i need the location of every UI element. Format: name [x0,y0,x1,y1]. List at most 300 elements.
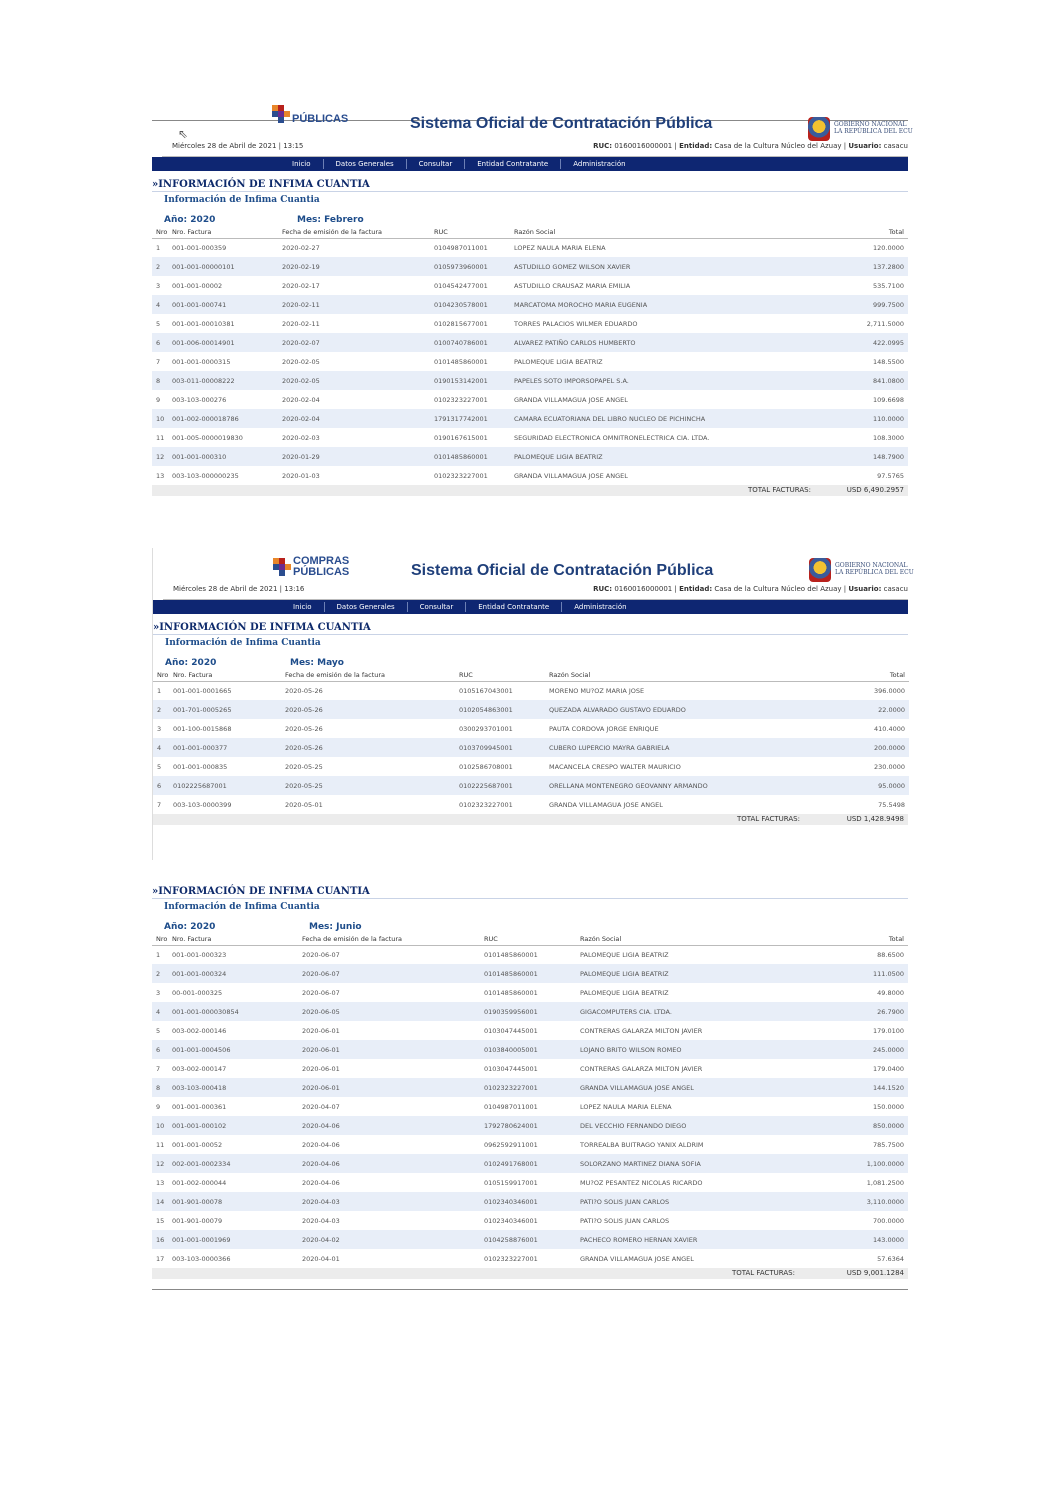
table-row[interactable] [153,738,909,757]
table-cell: 97.5765 [877,471,904,480]
table-row[interactable] [152,314,908,333]
table-cell: 2020-04-07 [302,1102,340,1111]
table-cell: 2020-06-07 [302,988,340,997]
date-time: Miércoles 28 de Abril de 2021 | 13:16 [173,585,305,593]
table-row[interactable] [153,795,909,814]
table-cell: 1791317742001 [430,409,510,428]
table-cell: 2020-05-26 [281,738,455,757]
table-cell: 001-006-00014901 [168,333,278,352]
table-row[interactable] [152,1040,908,1059]
table-cell: 785.7500 [872,1140,904,1149]
totals-row [152,485,908,496]
column-header: Fecha de emisión de la factura [278,227,430,238]
column-header: Total [811,670,909,681]
table-cell: LOPEZ NAULA MARIA ELENA [580,1102,672,1111]
table-cell: 2020-06-01 [298,1078,480,1097]
table-cell: 422.0995 [810,333,908,352]
table-cell: 5 [157,762,162,771]
table-cell: GIGACOMPUTERS CIA. LTDA. [576,1002,800,1021]
table-cell: 120.0000 [872,243,904,252]
table-cell: 0190153142001 [430,371,510,390]
table-cell: 0104542477001 [434,281,488,290]
table-cell: 3 [157,724,162,733]
table-cell: GRANDA VILLAMAGUA JOSE ANGEL [549,800,663,809]
usuario-value: casacu [883,585,908,593]
nav-item-entidad-contratante[interactable]: Entidad Contratante [465,159,561,169]
ruc-label: RUC: [593,585,613,593]
table-cell: 003-002-000147 [172,1064,227,1073]
invoices-table [152,934,908,1268]
table-cell: 001-001-00052 [172,1140,223,1149]
table-cell: 0103840005001 [480,1040,576,1059]
table-cell: 003-103-000000235 [172,471,239,480]
entity-info: RUC: 0160016000001 | Entidad: Casa de la Cultura Núcleo del Azuay | Usuario: casacu [593,585,908,593]
nav-item-datos-generales[interactable]: Datos Generales [324,159,407,169]
table-cell: 0101485860001 [480,964,576,983]
gobierno-text-line: LA REPÚBLICA DEL ECU [834,128,913,135]
table-cell: 2020-06-01 [302,1026,340,1035]
column-header: Fecha de emisión de la factura [281,670,455,681]
table-cell: 0103047445001 [484,1064,538,1073]
info-divider [163,599,908,600]
table-cell: PALOMEQUE LIGIA BEATRIZ [510,447,810,466]
month-label: Mes: Febrero [297,215,364,225]
table-cell: 6 [153,776,169,795]
table-cell: 111.0500 [800,964,908,983]
table-cell: 2020-04-06 [302,1140,340,1149]
table-cell: GRANDA VILLAMAGUA JOSE ANGEL [576,1078,800,1097]
table-cell: GRANDA VILLAMAGUA JOSE ANGEL [514,395,628,404]
table-cell: 001-100-0015868 [173,724,232,733]
table-cell: 148.5500 [872,357,904,366]
nav-item-entidad-contratante[interactable]: Entidad Contratante [466,602,562,612]
usuario-value: casacu [883,142,908,150]
section-subtitle: Información de Infima Cuantia [164,195,320,205]
table-cell: 2020-02-05 [282,357,320,366]
table-header-row [152,227,908,238]
table-cell: 841.0800 [810,371,908,390]
table-cell: SEGURIDAD ELECTRONICA OMNITRONELECTRICA CIA. LTDA. [514,433,710,442]
table-cell: 003-002-000146 [172,1026,227,1035]
table-cell: 75.5498 [878,800,905,809]
table-row[interactable] [152,390,908,409]
table-cell: 2020-04-02 [298,1230,480,1249]
table-cell: 1,081.2500 [866,1178,904,1187]
table-cell: 0101485860001 [434,357,488,366]
table-cell: 88.6500 [877,950,904,959]
entidad-value: Casa de la Cultura Núcleo del Azuay [714,585,842,593]
table-cell: 2020-02-04 [278,409,430,428]
table-cell: 230.0000 [873,762,905,771]
year-label: Año: 2020 [165,658,217,668]
table-cell: 001-001-00002 [172,281,223,290]
main-nav [152,157,908,171]
total-label: TOTAL FACTURAS: [748,486,811,494]
table-cell: QUEZADA ALVARADO GUSTAVO EDUARDO [545,700,811,719]
table-cell: 2020-02-27 [282,243,320,252]
section-divider [152,191,908,192]
table-cell: 10 [152,409,168,428]
table-cell: 9 [156,395,161,404]
gobierno-text-line: GOBIERNO NACIONAL [835,562,908,569]
nav-item-administraci-n[interactable]: Administración [573,160,626,168]
usuario-label: Usuario: [848,142,882,150]
table-cell: 179.0100 [872,1026,904,1035]
table-row[interactable] [152,238,908,257]
table-cell: 2020-05-26 [285,724,323,733]
table-row[interactable] [152,1078,908,1097]
table-cell: 9 [156,1102,161,1111]
table-cell: 003-103-0000399 [173,800,232,809]
column-header: Fecha de emisión de la factura [298,934,480,945]
table-cell: 999.7500 [810,295,908,314]
column-header: Nro. Factura [168,934,298,945]
table-cell: ORELLANA MONTENEGRO GEOVANNY ARMANDO [545,776,811,795]
nav-item-inicio[interactable]: Inicio [281,602,325,612]
table-row[interactable] [152,295,908,314]
table-cell: 001-901-00079 [172,1216,223,1225]
table-row[interactable] [152,333,908,352]
column-header: RUC [455,670,545,681]
table-cell: CONTRERAS GALARZA MILTON JAVIER [580,1064,703,1073]
date-time: Miércoles 28 de Abril de 2021 | 13:15 [172,142,304,150]
table-cell: 11 [156,1140,165,1149]
table-cell: 0102340346001 [480,1192,576,1211]
info-bar [153,578,908,600]
invoices-table [153,670,909,814]
table-cell: 1 [156,243,161,252]
table-cell: MU?OZ PESANTEZ NICOLAS RICARDO [580,1178,703,1187]
table-cell: 00-001-000325 [172,988,223,997]
nav-item-inicio[interactable]: Inicio [280,159,324,169]
table-cell: 2020-02-19 [278,257,430,276]
table-cell: 0101485860001 [484,988,538,997]
table-cell: 2020-04-06 [298,1154,480,1173]
section-divider [153,634,908,635]
table-cell: 2020-06-01 [298,1040,480,1059]
table-row[interactable] [152,1135,908,1154]
table-row[interactable] [153,757,909,776]
table-cell: 2020-04-06 [302,1178,340,1187]
table-cell: PAUTA CORDOVA JORGE ENRIQUE [549,724,659,733]
table-cell: 57.6364 [877,1254,904,1263]
table-cell: 001-701-0005265 [169,700,281,719]
table-cell: 2020-02-05 [278,371,430,390]
entidad-label: Entidad: [679,585,713,593]
table-header-row [153,670,909,681]
gobierno-text [834,121,913,135]
column-header: Total [810,227,908,238]
table-cell: 7 [156,1064,161,1073]
table-cell: 003-103-000276 [172,395,227,404]
table-cell: 3 [156,988,161,997]
table-cell: 179.0400 [872,1064,904,1073]
entidad-value: Casa de la Cultura Núcleo del Azuay [714,142,842,150]
table-cell: 2020-02-11 [282,319,320,328]
table-cell: DEL VECCHIO FERNANDO DIEGO [576,1116,800,1135]
table-row[interactable] [152,447,908,466]
table-cell: 8 [152,371,168,390]
table-row[interactable] [152,1154,908,1173]
period-header [152,922,908,934]
table-cell: 001-001-000030854 [168,1002,298,1021]
period-header [152,215,908,227]
year-label: Año: 2020 [164,922,216,932]
period-header [153,658,908,670]
table-cell: LOJANO BRITO WILSON ROMEO [576,1040,800,1059]
table-cell: 0102586708001 [459,762,513,771]
compras-publicas-logo[interactable] [272,101,356,129]
table-cell: 0104987011001 [484,1102,538,1111]
table-row[interactable] [152,409,908,428]
entidad-label: Entidad: [679,142,713,150]
nav-item-administraci-n[interactable]: Administración [574,603,627,611]
column-header: Nro [152,227,168,238]
site-header [152,113,913,135]
table-cell: 2 [152,257,168,276]
table-row[interactable] [152,1097,908,1116]
table-cell: 2020-06-05 [298,1002,480,1021]
table-cell: MARCATOMA MOROCHO MARIA EUGENIA [510,295,810,314]
table-cell: 0962592911001 [484,1140,538,1149]
table-cell: 001-001-000835 [173,762,228,771]
month-label: Mes: Mayo [290,658,344,668]
table-cell: 001-901-00078 [168,1192,298,1211]
table-row[interactable] [152,964,908,983]
table-cell: ALVAREZ PATIÑO CARLOS HUMBERTO [510,333,810,352]
screenshot-mayo [152,548,914,860]
totals-row [153,814,908,825]
table-cell: 8 [152,1078,168,1097]
table-cell: 95.0000 [811,776,909,795]
table-cell: 108.3000 [872,433,904,442]
table-row[interactable] [152,1249,908,1268]
table-cell: 0102323227001 [484,1254,538,1263]
table-cell: 14 [152,1192,168,1211]
table-cell: 148.7900 [810,447,908,466]
table-cell: 001-001-000102 [168,1116,298,1135]
total-label: TOTAL FACTURAS: [737,815,800,823]
ruc-label: RUC: [593,142,613,150]
table-cell: GRANDA VILLAMAGUA JOSE ANGEL [580,1254,694,1263]
table-cell: MORENO MU?OZ MARIA JOSE [549,686,645,695]
logo-mark-icon [273,558,289,574]
table-cell: 0102323227001 [480,1078,576,1097]
table-cell: 0100740786001 [430,333,510,352]
table-cell: 001-002-000044 [172,1178,227,1187]
table-row[interactable] [152,276,908,295]
table-row[interactable] [152,428,908,447]
table-cell: GRANDA VILLAMAGUA JOSE ANGEL [514,471,628,480]
table-cell: CONTRERAS GALARZA MILTON JAVIER [580,1026,703,1035]
screenshot-junio [152,878,908,1290]
table-row[interactable] [152,1002,908,1021]
year-label: Año: 2020 [164,215,216,225]
table-row[interactable] [152,1116,908,1135]
table-cell: 6 [152,333,168,352]
entity-info: RUC: 0160016000001 | Entidad: Casa de la Cultura Núcleo del Azuay | Usuario: casacu [593,142,908,150]
logo-text-line2: PÚBLICAS [293,566,350,578]
table-cell: 001-001-000377 [169,738,281,757]
table-cell: 0102491768001 [480,1154,576,1173]
table-cell: 7 [157,800,162,809]
screenshot-febrero [152,113,913,530]
table-cell: 003-103-000418 [168,1078,298,1097]
table-cell: 3,110.0000 [800,1192,908,1211]
table-cell: 2020-06-01 [302,1064,340,1073]
gobierno-text [835,562,914,576]
system-title: Sistema Oficial de Contratación Pública [411,562,714,579]
table-row[interactable] [152,1059,908,1078]
table-cell: PATI?O SOLIS JUAN CARLOS [576,1192,800,1211]
table-row[interactable] [153,776,909,795]
table-cell: 2020-05-25 [281,776,455,795]
table-cell: 0104230578001 [430,295,510,314]
table-cell: 7 [156,357,161,366]
table-cell: 0102815677001 [434,319,488,328]
table-cell: 003-011-00008222 [168,371,278,390]
table-cell: 143.0000 [800,1230,908,1249]
table-cell: 5 [156,319,161,328]
total-value: USD 1,428.9498 [846,815,904,823]
gobierno-text-line: LA REPÚBLICA DEL ECU [835,569,914,576]
table-cell: LOPEZ NAULA MARIA ELENA [514,243,606,252]
table-cell: PALOMEQUE LIGIA BEATRIZ [576,964,800,983]
section-divider [152,898,908,899]
ruc-value: 0160016000001 [614,585,673,593]
table-cell: 001-001-00000101 [168,257,278,276]
table-row[interactable] [152,1230,908,1249]
table-cell: 15 [156,1216,165,1225]
site-header [153,548,914,579]
usuario-label: Usuario: [848,585,882,593]
table-cell: PAPELES SOTO IMPORSOPAPEL S.A. [510,371,810,390]
table-cell: 109.6698 [872,395,904,404]
logo-text-line1: COMPRAS [293,555,350,567]
invoices-table [152,227,908,485]
section-subtitle: Información de Infima Cuantia [164,902,320,912]
table-row[interactable] [152,1211,908,1230]
table-row[interactable] [152,371,908,390]
table-cell: 001-001-000310 [168,447,278,466]
table-cell: 110.0000 [810,409,908,428]
table-cell: PALOMEQUE LIGIA BEATRIZ [514,357,603,366]
table-cell: 850.0000 [800,1116,908,1135]
total-value: USD 6,490.2957 [846,486,904,494]
table-cell: 001-001-000361 [172,1102,227,1111]
section-title: »INFORMACIÓN DE INFIMA CUANTIA [153,622,371,633]
table-cell: 001-001-0001969 [168,1230,298,1249]
table-cell: 2020-05-26 [281,700,455,719]
table-cell: 535.7100 [872,281,904,290]
table-cell: 0105167043001 [459,686,513,695]
column-header: RUC [480,934,576,945]
table-cell: 700.0000 [872,1216,904,1225]
table-row[interactable] [152,983,908,1002]
table-cell: 0190167615001 [434,433,488,442]
table-cell: 0102225687001 [455,776,545,795]
table-cell: CAMARA ECUATORIANA DEL LIBRO NUCLEO DE PICHINCHA [510,409,810,428]
table-cell: 2 [153,700,169,719]
table-row[interactable] [152,1192,908,1211]
table-cell: 17 [156,1254,165,1263]
column-header: Razón Social [576,934,800,945]
table-cell: MACANCELA CRESPO WALTER MAURICIO [549,762,681,771]
table-row[interactable] [152,1173,908,1192]
table-cell: 2020-04-03 [302,1216,340,1225]
table-cell: 001-001-0001665 [173,686,232,695]
table-cell: TORRES PALACIOS WILMER EDUARDO [514,319,638,328]
table-cell: 4 [153,738,169,757]
nav-item-datos-generales[interactable]: Datos Generales [325,602,408,612]
table-cell: 0300293701001 [459,724,513,733]
table-cell: 2020-04-06 [298,1116,480,1135]
table-cell: 0103709945001 [455,738,545,757]
table-cell: 5 [156,1026,161,1035]
gobierno-text-line: GOBIERNO NACIONAL [834,121,907,128]
table-cell: 0102323227001 [459,800,513,809]
table-row[interactable] [152,352,908,371]
table-cell: 0102323227001 [434,395,488,404]
table-cell: 200.0000 [811,738,909,757]
table-cell: 2020-06-07 [298,964,480,983]
column-header: Nro [152,934,168,945]
table-row[interactable] [153,700,909,719]
table-row[interactable] [152,257,908,276]
table-cell: 0103047445001 [484,1026,538,1035]
section-title: »INFORMACIÓN DE INFIMA CUANTIA [152,886,370,897]
table-cell: PACHECO ROMERO HERNAN XAVIER [576,1230,800,1249]
table-cell: 13 [156,471,165,480]
totals-row [152,1268,908,1279]
table-cell: 0105159917001 [484,1178,538,1187]
table-cell: 10 [152,1116,168,1135]
nav-item-consultar[interactable]: Consultar [407,159,466,169]
table-cell: 49.8000 [877,988,904,997]
nav-item-consultar[interactable]: Consultar [408,602,467,612]
table-cell: 001-001-0004506 [168,1040,298,1059]
column-header: Razón Social [545,670,811,681]
table-cell: 2020-01-29 [278,447,430,466]
table-cell: 2020-05-01 [285,800,323,809]
table-row[interactable] [152,1021,908,1040]
table-cell: 2020-02-04 [282,395,320,404]
total-label: TOTAL FACTURAS: [732,1269,795,1277]
logo-mark-icon [272,105,288,121]
table-cell: 0104987011001 [434,243,488,252]
table-cell: 001-001-000741 [168,295,278,314]
column-header: Nro. Factura [169,670,281,681]
table-cell: 001-001-0000315 [172,357,231,366]
table-cell: 2020-04-01 [302,1254,340,1263]
table-cell: 6 [152,1040,168,1059]
table-row[interactable] [153,681,909,700]
table-cell: 0101485860001 [484,950,538,959]
table-cell: 2020-02-07 [278,333,430,352]
table-cell: ASTUDILLO GOMEZ WILSON XAVIER [510,257,810,276]
table-row[interactable] [152,466,908,485]
logo-text-line2: PÚBLICAS [292,113,349,125]
table-cell: 16 [152,1230,168,1249]
table-row[interactable] [152,945,908,964]
table-cell: 13 [156,1178,165,1187]
table-cell: 2020-05-26 [285,686,323,695]
month-label: Mes: Junio [309,922,362,932]
table-cell: 1,100.0000 [800,1154,908,1173]
table-cell: 26.7900 [800,1002,908,1021]
table-row[interactable] [153,719,909,738]
table-cell: 2020-02-17 [282,281,320,290]
